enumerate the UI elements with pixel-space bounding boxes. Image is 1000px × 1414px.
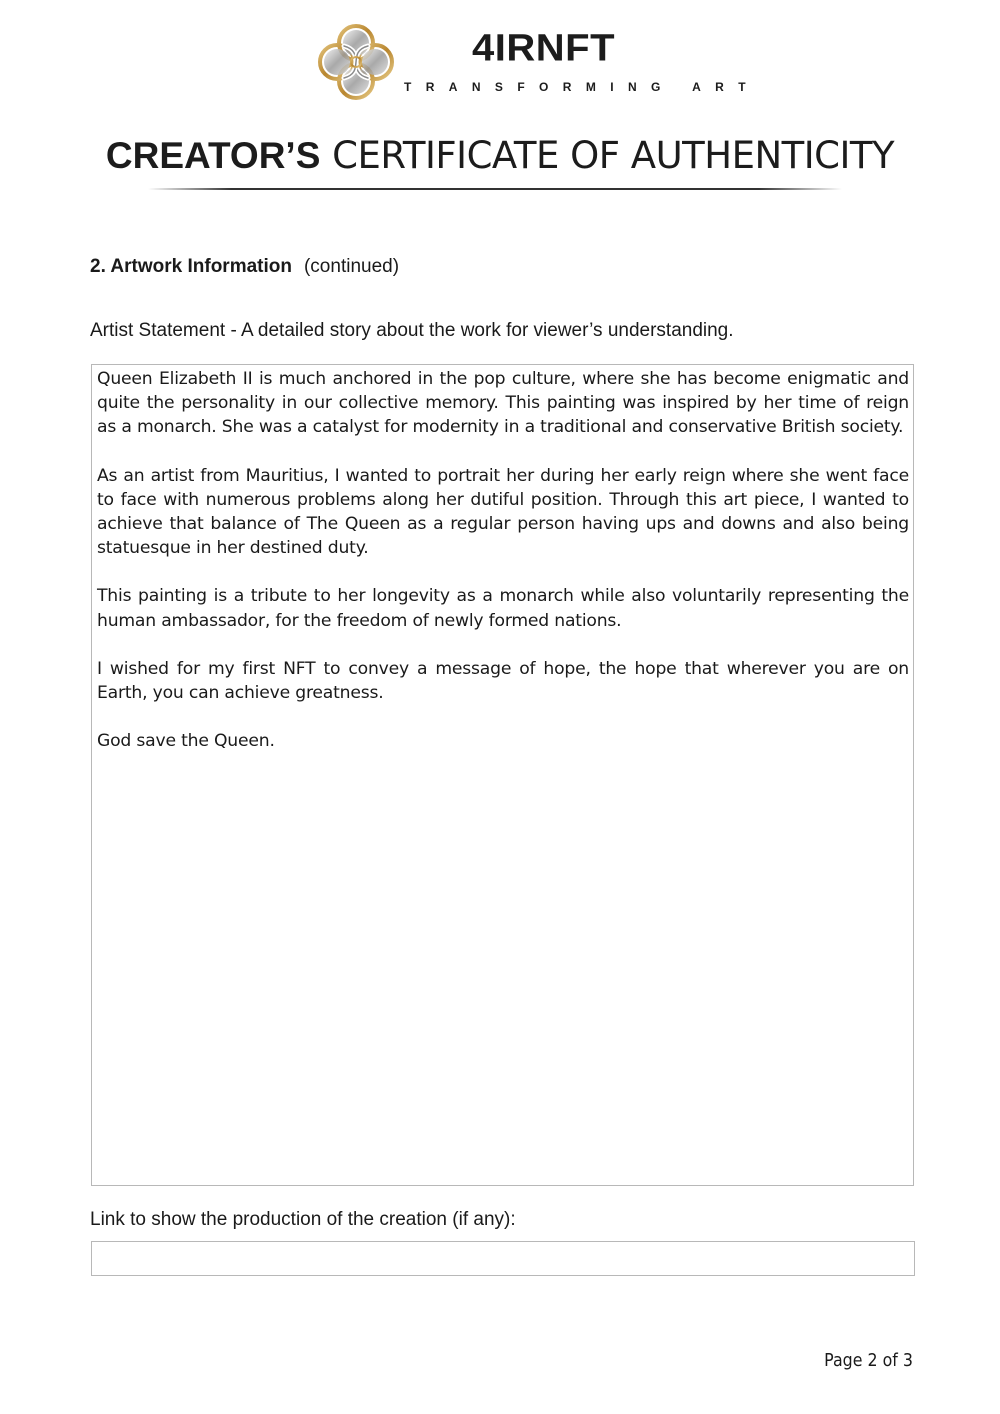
production-link-input[interactable] — [91, 1241, 915, 1276]
certificate-title — [0, 136, 1000, 177]
certificate-title-light: CERTIFICATE OF AUTHENTICITY — [332, 134, 895, 177]
statement-paragraph: As an artist from Mauritius, I wanted to portrait her during her early reign where she went face to face with numerous problems along her dutiful position. Through this art piece, I wanted to achieve that balance of The Queen as a regular person having ups and downs and also being statuesque in her destined duty. — [97, 465, 909, 559]
production-link-label: Link to show the production of the creation (if any): — [90, 1209, 516, 1230]
brand-logo — [316, 22, 396, 102]
section-heading-note: (continued) — [303, 256, 400, 277]
knot-emblem-icon — [316, 22, 396, 102]
artist-statement-label: Artist Statement - A detailed story about the work for viewer’s understanding. — [90, 320, 734, 341]
statement-paragraph: I wished for my first NFT to convey a message of hope, the hope that wherever you are on Earth, you can achieve greatness. — [97, 658, 909, 704]
section-heading — [90, 256, 399, 278]
section-heading-title: 2. Artwork Information — [90, 256, 292, 277]
artist-statement-field[interactable] — [91, 364, 914, 1186]
statement-paragraph: God save the Queen. — [97, 731, 275, 752]
statement-paragraph: Queen Elizabeth II is much anchored in the pop culture, where she has become enigmatic and quite the personality in our collective memory. This painting was inspired by her time of reign as a monarch. She was a catalyst for modernity in a traditional and conservative British society. — [97, 369, 909, 438]
statement-paragraph: This painting is a tribute to her longevity as a monarch while also voluntarily representing the human ambassador, for the freedom of newly formed nations. — [97, 586, 909, 631]
certificate-title-bold: CREATOR’S — [105, 135, 321, 176]
brand-name: 4IRNFT — [472, 27, 615, 69]
page-number: Page 2 of 3 — [824, 1350, 913, 1371]
brand-tagline: TRANSFORMING ART — [404, 80, 760, 94]
title-divider — [148, 188, 842, 190]
